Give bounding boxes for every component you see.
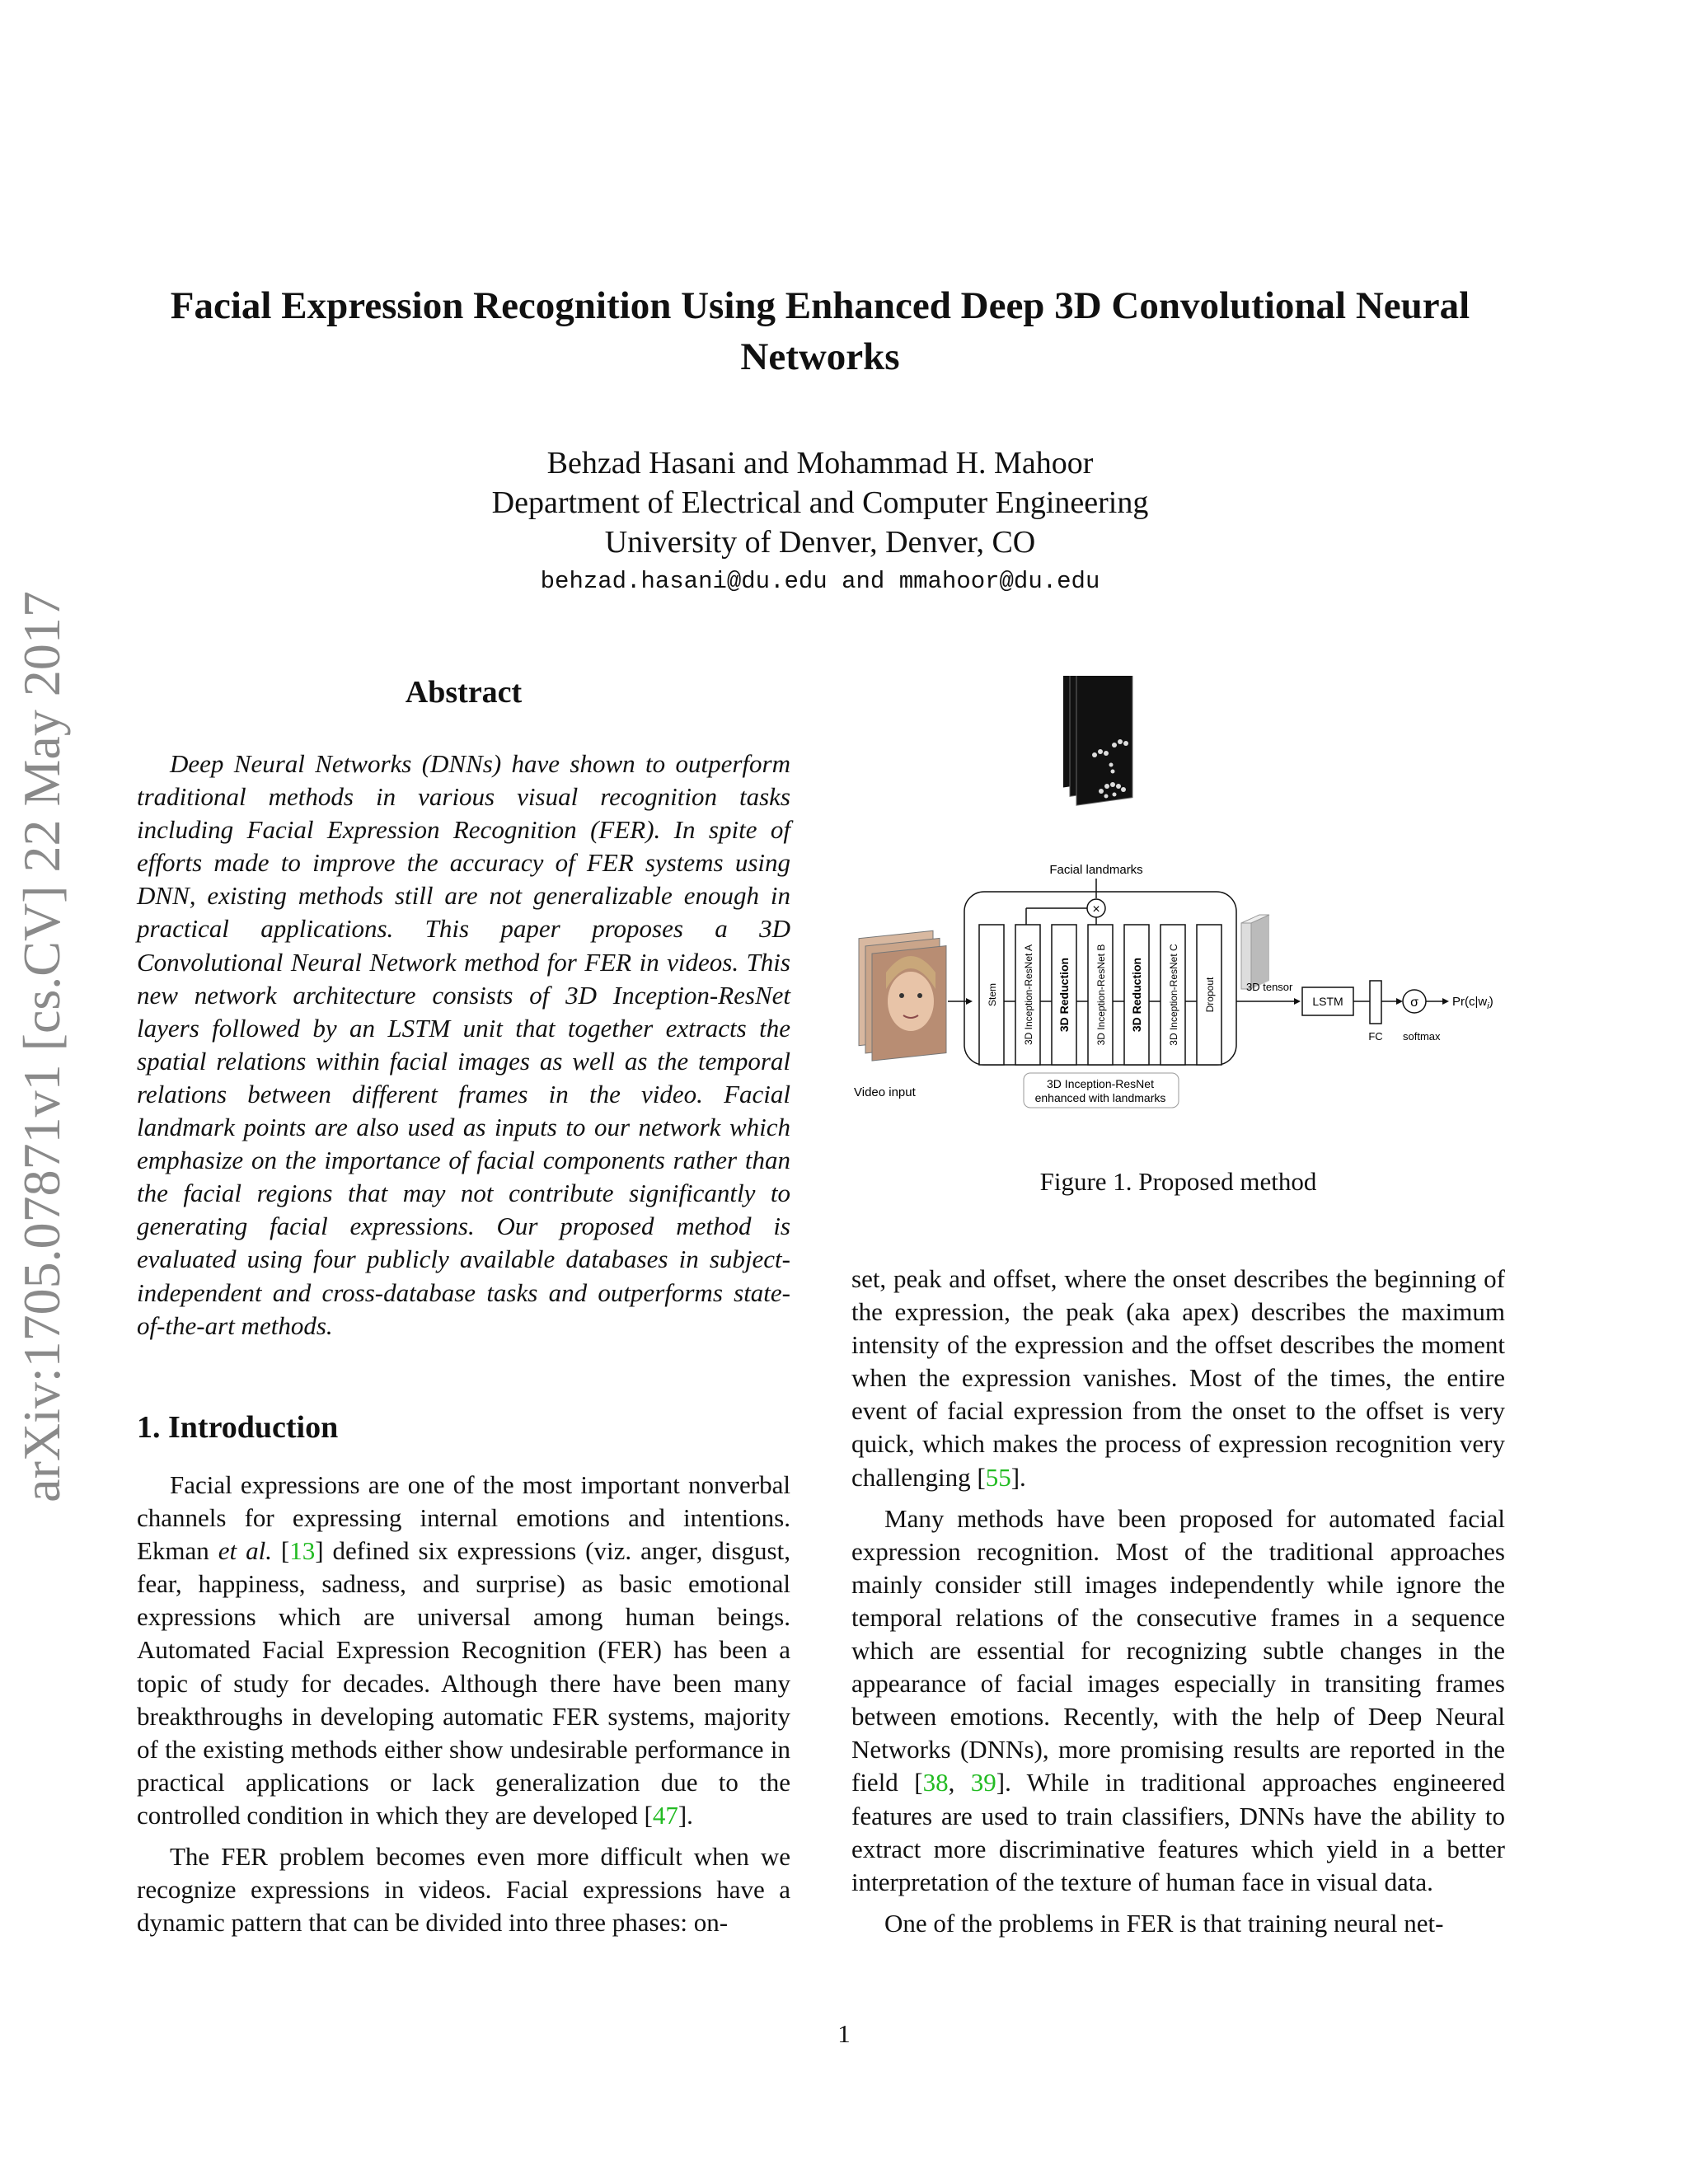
- fc-label: FC: [1368, 1030, 1383, 1043]
- network-blocks: [979, 925, 1221, 1065]
- abstract-heading: Abstract: [405, 675, 523, 710]
- intro-right-paragraph-1: set, peak and offset, where the onset describes the beginning of the expression, the peak (aka apex) describes the maximum intensity of the expression and the offset describes the moment when the expression vanishes. Most of the times, the entire event of facial expression from the onset to the offset is very quick, which makes the process of expression recognition very challenging [55].: [851, 1264, 1505, 1492]
- network-block-label: 3D Inception-ResNet A: [1023, 944, 1034, 1046]
- lstm-label: LSTM: [1312, 995, 1343, 1008]
- author-department: Department of Electrical and Computer Engineering: [491, 485, 1149, 520]
- intro-paragraph-1: Facial expressions are one of the most important nonverbal channels for expressing internal emotions and intentions. Ekman et al. [13] defined six expressions (viz. anger, disgust, fear, happiness, sadness, and surprise) as basic emotional expressions which are universal among human beings. Automated Facial Expression Recognition (FER) has been a topic of study for decades. Although there have been many breakthroughs in developing automatic FER systems, majority of the existing methods either show undesirable performance in practical applications or lack generalization due to the controlled condition in which they are developed [47].: [137, 1470, 790, 1830]
- network-block-label: 3D Inception-ResNet B: [1095, 944, 1107, 1046]
- section-heading-introduction: 1. Introduction: [137, 1410, 339, 1445]
- network-block-label: 3D Reduction: [1130, 957, 1143, 1033]
- page-number: 1: [837, 2019, 851, 2048]
- network-block-label: 3D Reduction: [1057, 957, 1071, 1033]
- tensor-cube: [1241, 915, 1269, 989]
- citation-link[interactable]: 39: [970, 1768, 996, 1797]
- group-label-line-1: 3D Inception-ResNet: [1047, 1077, 1154, 1090]
- author-block: [330, 443, 1311, 602]
- arxiv-identifier: arXiv:1705.07871v1 [cs.CV] 22 May 2017: [12, 591, 71, 1502]
- output-probability-label: $Pr(c|w_i)$: [1452, 995, 1493, 1011]
- video-input-frames-image: [859, 930, 946, 1061]
- paper-title: Facial Expression Recognition Using Enhanced Deep 3D Convolutional Neural Networks: [170, 284, 1470, 378]
- citation-link[interactable]: 55: [985, 1462, 1011, 1492]
- softmax-label: softmax: [1403, 1030, 1441, 1043]
- intro-right-paragraph-2: Many methods have been proposed for automated facial expression recognition. Most of the traditional approaches mainly consider still images independently while ignore the temporal relations of the consecutive frames in a sequence which are essential for recognizing subtle changes in the appearance of facial images especially in transiting frames between emotions. Recently, with the help of Deep Neural Networks (DNNs), more promising results are reported in the field [38, 39]. While in traditional approaches engineered features are used to train classifiers, DNNs have the ability to extract more discriminative features which yield in a better interpretation of the texture of human face in visual data.: [851, 1503, 1505, 1896]
- abstract-text: Deep Neural Networks (DNNs) have shown to outperform traditional methods in various visual recognition tasks including Facial Expression Recognition (FER). In spite of efforts made to improve the accuracy of FER systems using DNN, existing methods still are not generalizable enough in practical applications. This paper proposes a 3D Convolutional Neural Network method for FER in videos. This new network architecture consists of 3D Inception-ResNet layers followed by an LSTM unit that together extracts the spatial relations within facial images as well as the temporal relations between different frames in the video. Facial landmark points are also used as inputs to our network which emphasize on the importance of facial components rather than the facial regions that may not contribute significantly to generating facial expressions. Our proposed method is evaluated using four publicly available databases in subject-independent and cross-database tasks and outperforms state-of-the-art methods.: [137, 749, 790, 1340]
- citation-link[interactable]: 47: [652, 1800, 678, 1830]
- fc-block: [1370, 981, 1381, 1024]
- landmark-frames-image: [1063, 676, 1132, 805]
- network-block-label: Dropout: [1204, 977, 1216, 1013]
- intro-right-paragraph-3: One of the problems in FER is that training neural net-: [884, 1908, 1444, 1938]
- network-block-label: 3D Inception-ResNet C: [1168, 944, 1179, 1046]
- video-input-label: Video input: [854, 1085, 916, 1099]
- introduction-left-column: [137, 1469, 790, 1947]
- sigma-symbol: σ: [1410, 996, 1418, 1010]
- author-names: Behzad Hasani and Mohammad H. Mahoor: [546, 446, 1094, 480]
- intro-paragraph-2: The FER problem becomes even more difficult when we recognize expressions in videos. Facial expressions have a dynamic pattern that can be divided into three phases: on-: [137, 1842, 790, 1938]
- network-block-label: Stem: [987, 982, 998, 1007]
- tensor-label: 3D tensor: [1246, 981, 1293, 993]
- facial-landmarks-label: Facial landmarks: [1049, 863, 1143, 877]
- figure-proposed-method: [849, 676, 1508, 1121]
- introduction-right-column: [851, 1263, 1505, 1948]
- author-emails: behzad.hasani@du.edu and mmahoor@du.edu: [540, 568, 1100, 595]
- group-label-line-2: enhanced with landmarks: [1034, 1091, 1166, 1104]
- citation-link[interactable]: 13: [289, 1536, 316, 1566]
- author-university: University of Denver, Denver, CO: [604, 525, 1036, 560]
- citation-link[interactable]: 38: [922, 1768, 949, 1797]
- multiply-symbol: ×: [1092, 902, 1100, 916]
- figure-caption: Figure 1. Proposed method: [1039, 1167, 1317, 1196]
